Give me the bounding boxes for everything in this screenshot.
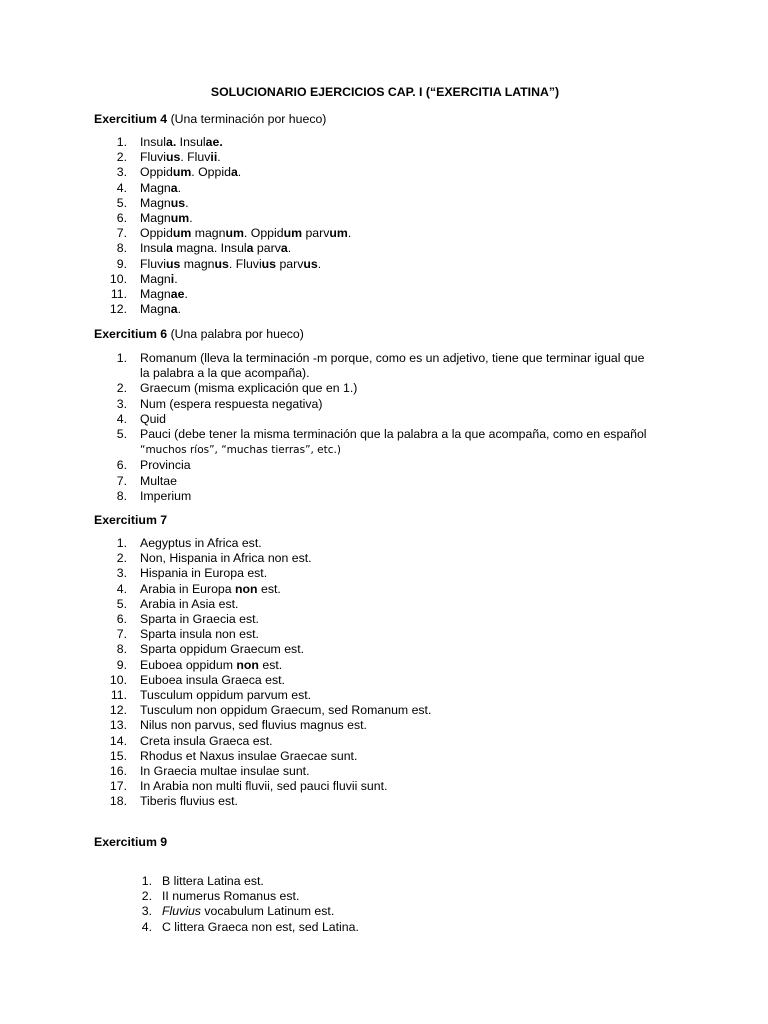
list-item xyxy=(95,196,351,211)
heading-name: Exercitium 7 xyxy=(94,513,168,527)
item-number: 4. xyxy=(116,581,127,596)
list-item xyxy=(95,241,351,256)
item-text: Euboea insula Graeca est. xyxy=(140,672,285,687)
item-text: us xyxy=(303,256,318,271)
item-text: . xyxy=(177,180,182,195)
item-text: Nilus non parvus, sed fluvius magnus est. xyxy=(140,718,367,733)
item-number: 1. xyxy=(116,536,127,550)
heading-exercitium-9 xyxy=(94,835,167,850)
item-text: Fluvi xyxy=(140,150,166,165)
item-number: 9. xyxy=(116,657,127,672)
item-text: . xyxy=(184,287,188,302)
item-text: Magn xyxy=(140,271,171,286)
item-text: . xyxy=(185,195,189,210)
list-item xyxy=(95,612,431,627)
list-item xyxy=(95,551,431,566)
item-text: ae. xyxy=(205,135,223,149)
item-number: 4. xyxy=(116,180,127,195)
item-text: a xyxy=(170,180,178,195)
item-number: 15. xyxy=(109,748,127,763)
item-text: us xyxy=(165,150,181,165)
item-text: magn xyxy=(191,226,226,241)
item-number: 3. xyxy=(141,904,152,919)
item-number: 18. xyxy=(109,794,127,809)
item-text-small: “muchos ríos”, “muchas tierras”, etc.) xyxy=(140,444,341,457)
item-text: . xyxy=(287,241,292,256)
item-number: 2. xyxy=(116,551,127,566)
item-text: . xyxy=(347,226,352,241)
item-text: a xyxy=(230,165,238,180)
item-text: um xyxy=(283,226,303,241)
list-item xyxy=(95,257,351,272)
list-item xyxy=(95,794,431,809)
list-exercitium-9 xyxy=(138,874,359,935)
list-item xyxy=(95,536,431,551)
list-item xyxy=(95,566,431,581)
item-text: parv xyxy=(302,226,330,241)
list-item xyxy=(95,749,431,764)
item-number: 7. xyxy=(116,627,127,642)
list-item xyxy=(95,272,351,287)
item-text: Magn xyxy=(140,195,171,210)
list-item xyxy=(95,489,695,504)
item-text: Fluvius xyxy=(162,904,201,919)
item-text: Provincia xyxy=(140,458,191,473)
item-number: 16. xyxy=(109,764,127,779)
item-text: a xyxy=(246,241,254,256)
item-text: . Fluvi xyxy=(228,256,262,271)
item-text: Insul xyxy=(140,241,166,256)
heading-exercitium-6 xyxy=(94,327,304,342)
list-item xyxy=(95,658,431,673)
list-item xyxy=(95,412,695,427)
list-item xyxy=(95,150,351,165)
item-text: . xyxy=(237,165,242,180)
item-text: us xyxy=(165,256,181,271)
item-number: 7. xyxy=(116,473,127,488)
item-number: 1. xyxy=(116,351,127,365)
item-text: um xyxy=(170,211,190,226)
list-item xyxy=(95,165,351,180)
heading-exercitium-7 xyxy=(94,513,167,528)
item-number: 11. xyxy=(110,287,127,302)
item-text: . Oppid xyxy=(191,165,231,180)
list-item xyxy=(95,703,431,718)
item-number: 5. xyxy=(116,596,127,611)
item-text: a xyxy=(280,241,288,256)
item-text: Arabia in Asia est. xyxy=(140,596,239,611)
list-item xyxy=(95,458,695,473)
item-text: . xyxy=(317,256,322,271)
item-text: a xyxy=(170,302,178,317)
item-text: Creta insula Graeca est. xyxy=(140,733,273,748)
item-text: B littera Latina est. xyxy=(162,874,264,888)
item-text: Euboea oppidum xyxy=(140,657,237,672)
list-item xyxy=(95,381,695,396)
item-text: Imperium xyxy=(140,488,192,503)
item-number: 1. xyxy=(141,874,152,888)
heading-exercitium-4 xyxy=(94,112,326,127)
item-text: um xyxy=(225,226,244,241)
list-item xyxy=(95,764,431,779)
item-number: 12. xyxy=(109,703,127,718)
item-number: 8. xyxy=(116,642,127,657)
item-number: 10. xyxy=(109,271,127,286)
list-item xyxy=(95,642,431,657)
item-text: Sparta insula non est. xyxy=(140,627,259,642)
item-text: . Oppid xyxy=(243,226,284,241)
item-text: . xyxy=(189,211,193,226)
list-item xyxy=(95,718,431,733)
item-text: Tusculum oppidum parvum est. xyxy=(140,688,312,703)
item-text: est. xyxy=(258,657,283,672)
item-number: 5. xyxy=(116,427,127,442)
item-number: 5. xyxy=(116,195,127,210)
item-text: non xyxy=(235,581,258,596)
item-text: . xyxy=(217,150,221,165)
item-text: i xyxy=(170,271,175,286)
item-number: 10. xyxy=(109,672,127,687)
item-text: Romanum (lleva la terminación -m porque, como es un adjetivo, tiene que terminar igual que xyxy=(140,351,645,365)
item-text: Pauci (debe tener la misma terminación que la palabra a la que acompaña, como en español xyxy=(140,427,647,442)
list-item xyxy=(95,351,695,381)
list-item xyxy=(138,889,359,904)
list-item xyxy=(138,874,359,889)
item-text: ae xyxy=(170,287,185,302)
list-item xyxy=(95,673,431,688)
item-text: parv xyxy=(276,256,304,271)
item-text: . Fluv xyxy=(180,150,211,165)
item-text: vocabulum Latinum est. xyxy=(200,904,335,919)
item-text: Oppid xyxy=(140,226,173,241)
item-text: um xyxy=(172,226,192,241)
list-item xyxy=(95,779,431,794)
item-text: Magn xyxy=(140,302,171,317)
list-exercitium-6 xyxy=(95,351,695,504)
item-text: parv xyxy=(253,241,281,256)
item-number: 3. xyxy=(116,165,127,180)
item-text: ii xyxy=(210,150,218,165)
item-number: 3. xyxy=(116,566,127,581)
item-text: In Arabia non multi fluvii, sed pauci fluvii sunt. xyxy=(140,779,388,794)
list-item xyxy=(95,427,695,458)
item-text: Sparta oppidum Graecum est. xyxy=(140,642,305,657)
list-item xyxy=(95,734,431,749)
item-number: 3. xyxy=(116,396,127,411)
item-text: a xyxy=(165,241,173,256)
item-text: est. xyxy=(257,581,281,596)
item-text: um xyxy=(172,165,192,180)
item-number: 2. xyxy=(116,150,127,165)
item-text: magn xyxy=(180,256,215,271)
item-number: 6. xyxy=(116,458,127,473)
item-number: 14. xyxy=(109,733,127,748)
item-text: us xyxy=(261,256,277,271)
item-number: 8. xyxy=(116,488,127,503)
list-item xyxy=(95,302,351,317)
item-text: us xyxy=(170,195,186,210)
item-number: 2. xyxy=(116,381,127,396)
item-text: la palabra a la que acompaña). xyxy=(140,366,310,381)
item-text: Hispania in Europa est. xyxy=(140,566,268,581)
item-number: 7. xyxy=(116,226,127,241)
item-text: Tiberis fluvius est. xyxy=(140,794,238,809)
item-text: II numerus Romanus est. xyxy=(162,889,300,904)
item-text: Insul xyxy=(176,135,206,149)
list-item xyxy=(95,226,351,241)
heading-desc: (Una terminación por hueco) xyxy=(170,112,327,126)
heading-name: Exercitium 4 xyxy=(94,112,168,126)
list-item xyxy=(95,397,695,412)
item-text: us xyxy=(214,256,229,271)
list-item xyxy=(95,181,351,196)
list-item xyxy=(138,920,359,935)
item-number: 12. xyxy=(109,302,127,317)
list-item xyxy=(95,474,695,489)
item-text: non xyxy=(236,657,259,672)
item-number: 1. xyxy=(116,135,127,149)
item-number: 4. xyxy=(141,919,152,934)
list-item xyxy=(95,688,431,703)
item-text: Fluvi xyxy=(140,256,166,271)
item-number: 8. xyxy=(116,241,127,256)
list-exercitium-7 xyxy=(95,536,431,810)
item-text: Quid xyxy=(140,411,166,426)
item-number: 6. xyxy=(116,612,127,627)
item-text: Magn xyxy=(140,211,171,226)
item-number: 9. xyxy=(116,256,127,271)
heading-desc: (Una palabra por hueco) xyxy=(170,327,304,341)
item-text: Num (espera respuesta negativa) xyxy=(140,396,323,411)
list-item xyxy=(95,135,351,150)
item-text: Arabia in Europa xyxy=(140,581,236,596)
item-text: Oppid xyxy=(140,165,173,180)
list-item xyxy=(95,627,431,642)
item-text: Tusculum non oppidum Graecum, sed Romanum est. xyxy=(140,703,432,718)
item-number: 17. xyxy=(109,779,127,794)
item-text: Sparta in Graecia est. xyxy=(140,612,259,627)
list-item xyxy=(95,582,431,597)
item-number: 6. xyxy=(116,211,127,226)
item-text: Magn xyxy=(140,180,171,195)
list-item xyxy=(95,211,351,226)
item-text: Magn xyxy=(140,287,171,302)
item-text: Rhodus et Naxus insulae Graecae sunt. xyxy=(140,748,358,763)
item-text: a. xyxy=(165,135,177,149)
item-text: In Graecia multae insulae sunt. xyxy=(140,764,310,779)
item-text: Multae xyxy=(140,473,177,488)
list-exercitium-4 xyxy=(95,135,351,317)
list-item xyxy=(95,597,431,612)
page-title: SOLUCIONARIO EJERCICIOS CAP. I (“EXERCITIA LATINA”) xyxy=(210,85,560,99)
item-number: 2. xyxy=(141,889,152,904)
list-item xyxy=(95,287,351,302)
item-text: Insul xyxy=(140,135,166,149)
item-text: . xyxy=(177,302,182,317)
item-number: 13. xyxy=(109,718,127,733)
item-text: Aegyptus in Africa est. xyxy=(140,536,262,550)
item-text: magna. Insul xyxy=(172,241,247,256)
item-text: Non, Hispania in Africa non est. xyxy=(140,551,312,566)
item-number: 11. xyxy=(110,688,127,703)
item-text: C littera Graeca non est, sed Latina. xyxy=(162,919,359,934)
item-text: . xyxy=(174,271,178,286)
heading-name: Exercitium 9 xyxy=(94,835,168,849)
heading-name: Exercitium 6 xyxy=(94,327,168,341)
item-text: Graecum (misma explicación que en 1.) xyxy=(140,381,358,396)
item-number: 4. xyxy=(116,411,127,426)
item-text: um xyxy=(329,226,348,241)
list-item xyxy=(138,904,359,919)
